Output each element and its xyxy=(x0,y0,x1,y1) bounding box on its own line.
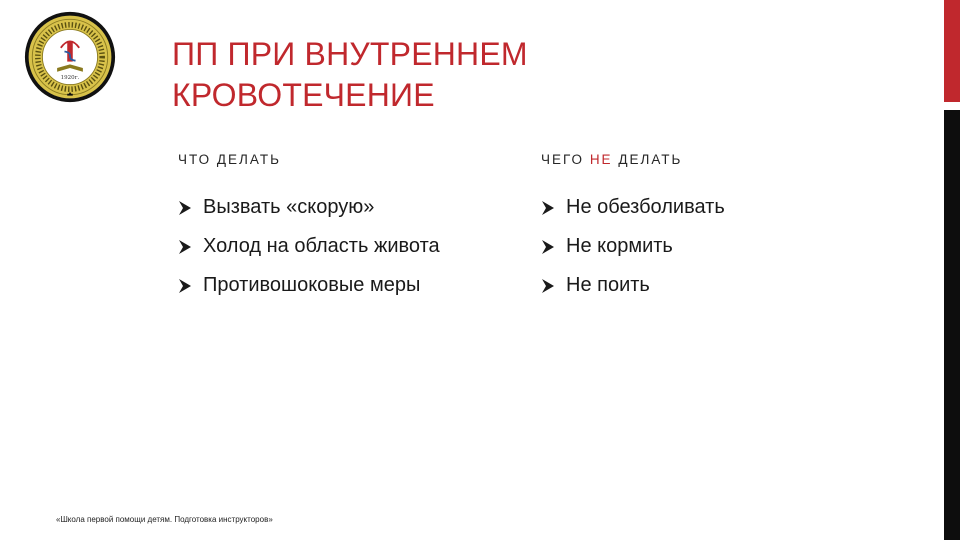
list-item xyxy=(541,188,725,227)
dont-heading xyxy=(541,150,725,170)
list-item-text: Не обезболивать xyxy=(566,196,725,218)
arrow-bullet-icon xyxy=(541,239,555,255)
do-list xyxy=(178,188,440,305)
list-item-text: Не кормить xyxy=(566,235,673,257)
list-item xyxy=(541,266,725,305)
slide-title xyxy=(172,34,528,116)
do-heading: ЧТО ДЕЛАТЬ xyxy=(178,152,281,167)
list-item-text: Вызвать «скорую» xyxy=(203,196,375,218)
dont-heading-part1: ЧЕГО xyxy=(541,152,590,167)
list-item-text: Противошоковые меры xyxy=(203,274,421,296)
list-item xyxy=(178,188,440,227)
list-item-text: Не поить xyxy=(566,274,650,296)
arrow-bullet-icon xyxy=(178,239,192,255)
do-column xyxy=(178,150,440,305)
accent-bar-dark xyxy=(944,110,960,540)
dont-column xyxy=(541,150,725,305)
arrow-bullet-icon xyxy=(178,200,192,216)
slide-title-line-1: ПП ПРИ ВНУТРЕННЕМ xyxy=(172,36,528,72)
rescue-service-emblem-icon xyxy=(24,11,116,103)
list-item xyxy=(541,227,725,266)
arrow-bullet-icon xyxy=(178,278,192,294)
dont-heading-part2: ДЕЛАТЬ xyxy=(612,152,683,167)
arrow-bullet-icon xyxy=(541,278,555,294)
logo-year: 1920г. xyxy=(60,75,80,82)
slide-title-line-2: КРОВОТЕЧЕНИЕ xyxy=(172,77,435,113)
list-item-text: Холод на область живота xyxy=(203,235,440,257)
list-item xyxy=(178,227,440,266)
accent-bar-red xyxy=(944,0,960,102)
list-item xyxy=(178,266,440,305)
dont-heading-accent: НЕ xyxy=(589,152,613,167)
footer-caption: «Школа первой помощи детям. Подготовка инструкторов» xyxy=(56,515,273,524)
dont-list xyxy=(541,188,725,305)
arrow-bullet-icon xyxy=(541,200,555,216)
